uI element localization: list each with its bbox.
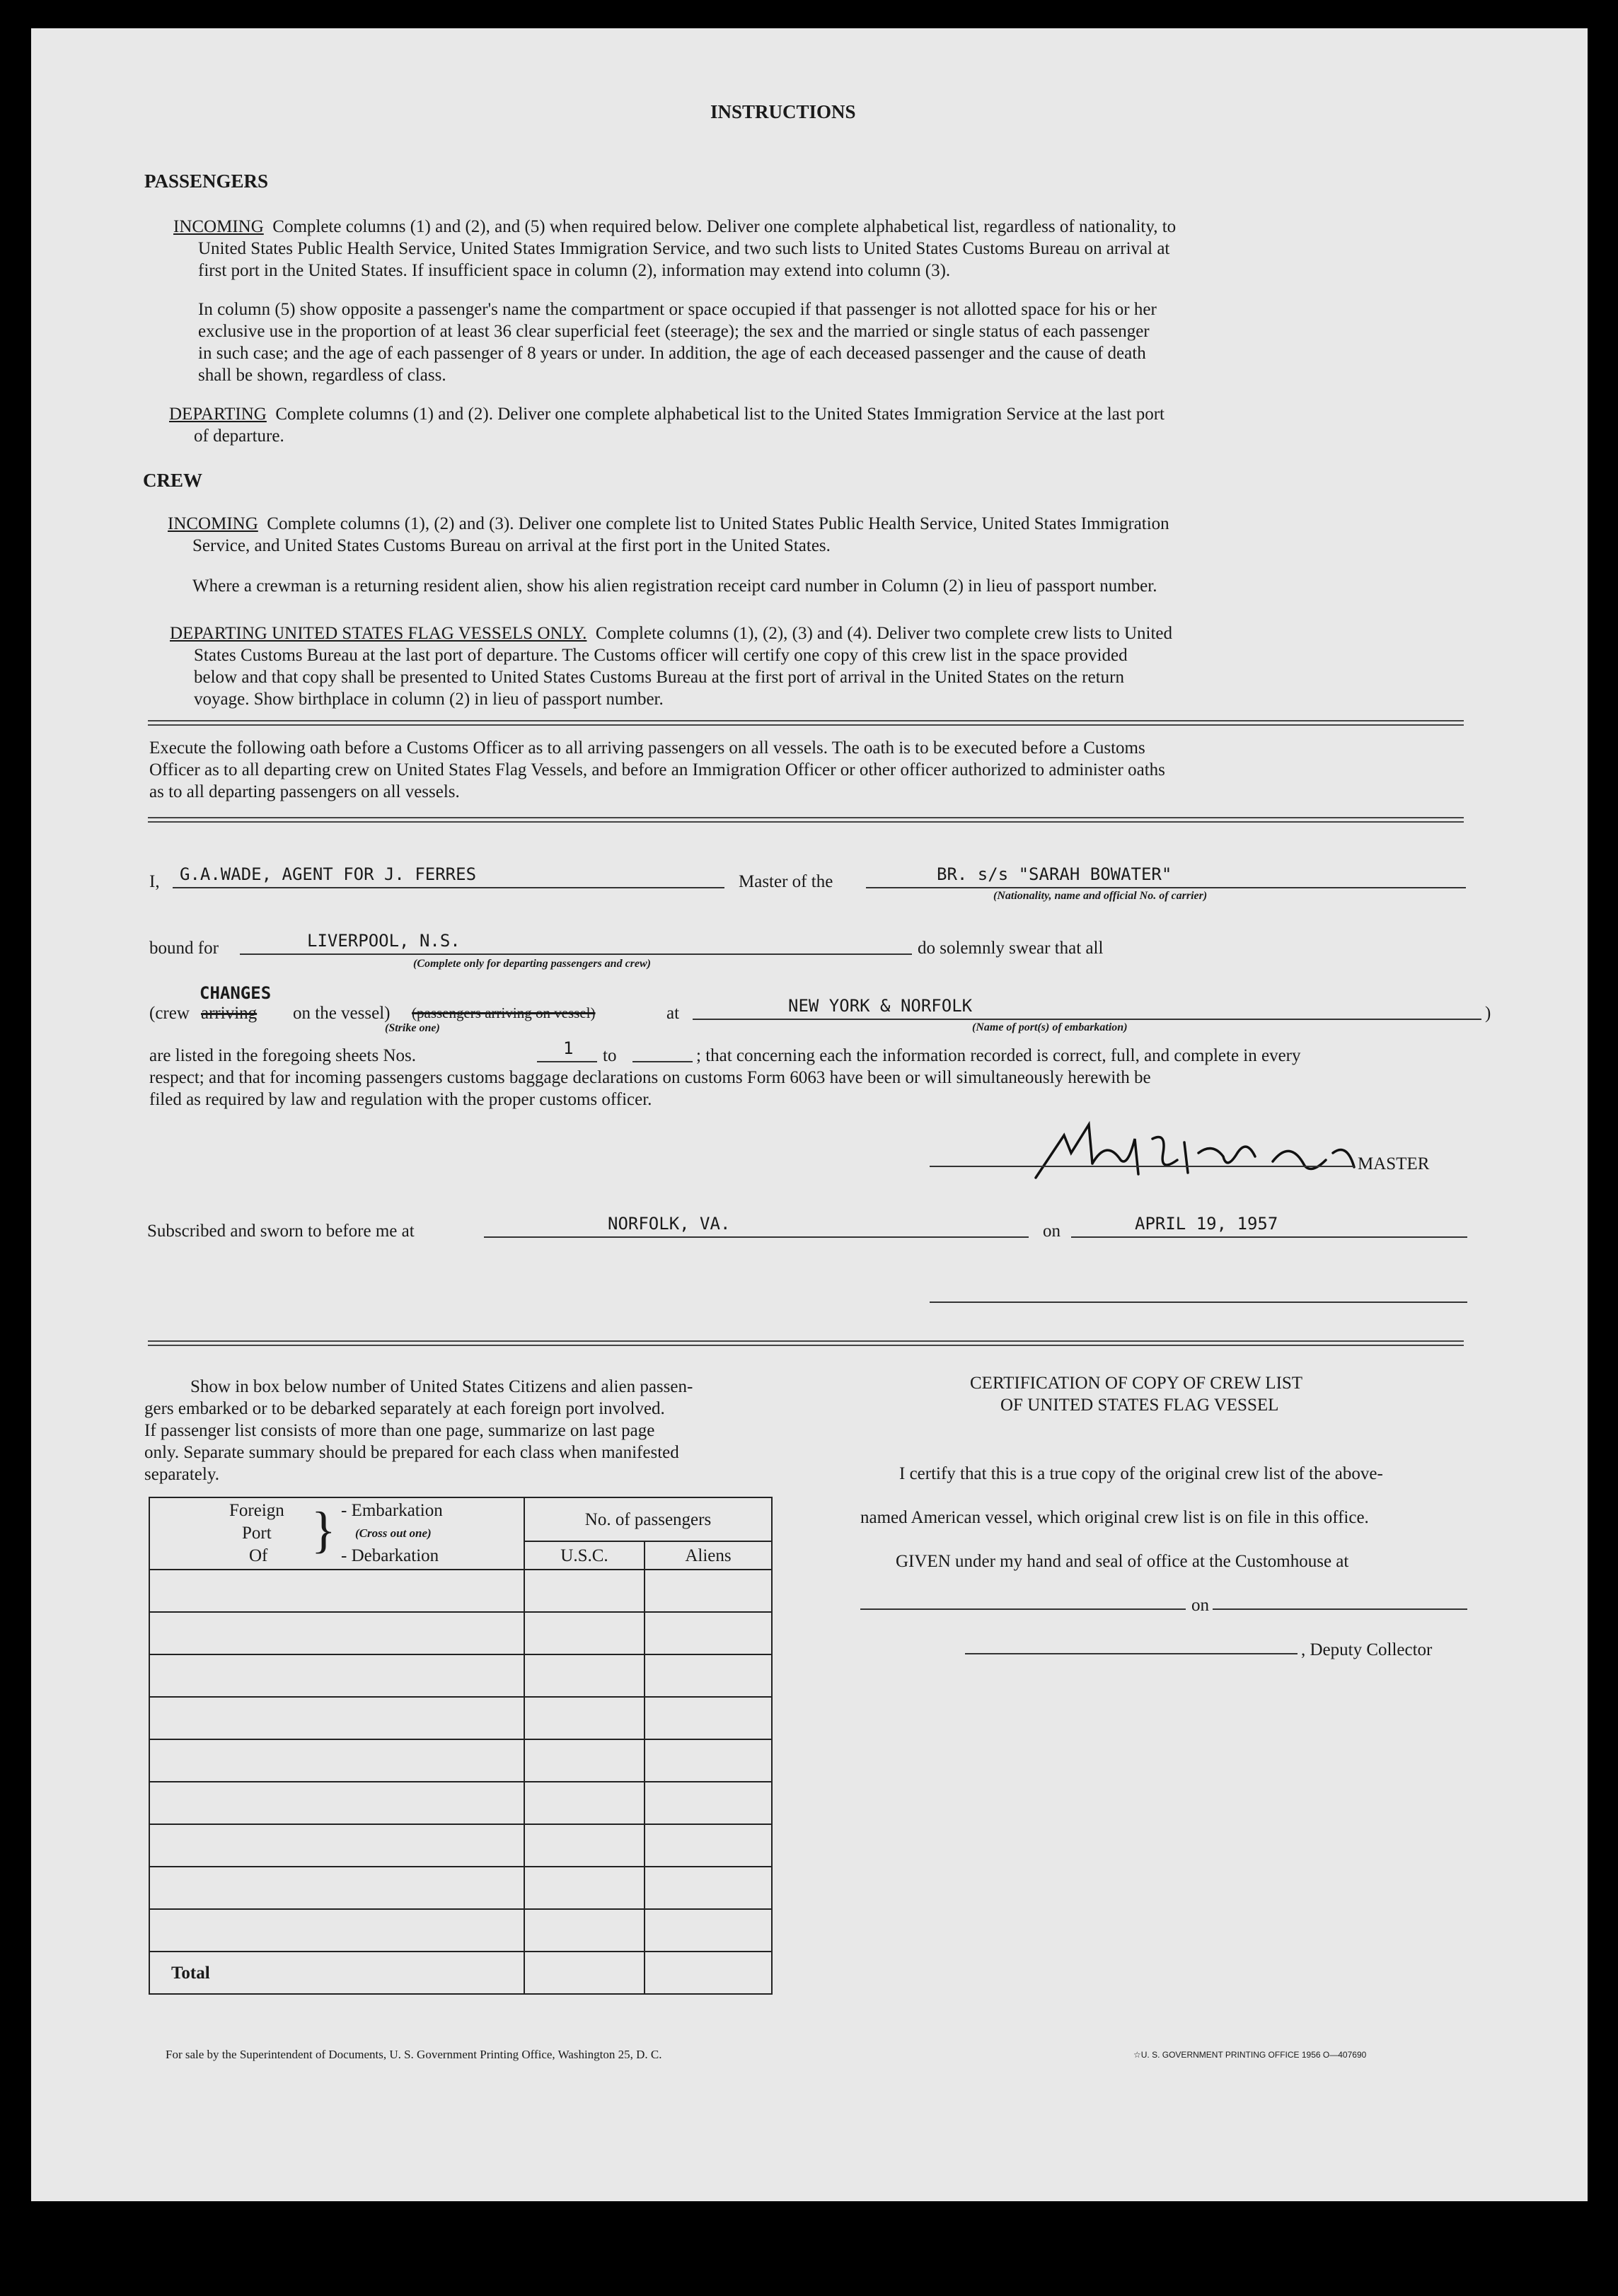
brace-icon: } [311,1502,336,1558]
close-paren: ) [1485,1004,1491,1023]
passengers-incoming-line-3: first port in the United States. If insufficient space in column (2), information may extend into column (3). [198,261,951,280]
certification-on-label: on [1191,1596,1209,1615]
crew-changes-value[interactable]: CHANGES [200,983,272,1003]
master-of-label: Master of the [739,872,833,891]
sworn-place-line [484,1236,1029,1238]
sheet-from-line [537,1061,597,1062]
sworn-officer-line [930,1301,1467,1303]
form-page [31,28,1588,2201]
certification-title-1: CERTIFICATION OF COPY OF CREW LIST [970,1374,1303,1393]
summary-table [149,1497,773,1995]
sheets-text-a: are listed in the foregoing sheets Nos. [149,1046,416,1065]
foreign-port-header: Foreign Port Of } - Embarkation (Cross out one) - Debarkation [149,1497,524,1570]
master-signature [1022,1111,1404,1188]
bound-caption: (Complete only for departing passengers and crew) [413,958,651,970]
footer-left: For sale by the Superintendent of Documents, U. S. Government Printing Office, Washington 25, D. C. [166,2048,662,2061]
column5-line-4: shall be shown, regardless of class. [198,366,446,385]
to-label: to [603,1046,617,1065]
table-row [149,1697,772,1739]
oath-instructions-line-2: Officer as to all departing crew on United States Flag Vessels, and before an Immigration Officer or other officer authorized to administer oaths [149,760,1165,779]
crew-incoming-label: INCOMING [168,514,258,533]
vessel-caption: (Nationality, name and official No. of carrier) [993,890,1208,902]
table-row [149,1782,772,1824]
sworn-on-label: on [1043,1222,1061,1241]
footer-right: ☆U. S. GOVERNMENT PRINTING OFFICE 1956 O—407690 [1133,2050,1367,2060]
divider-3 [148,1340,1464,1346]
certification-line-3: GIVEN under my hand and seal of office at the Customhouse at [896,1552,1349,1571]
summary-line-3: If passenger list consists of more than one page, summarize on last page [144,1421,655,1440]
crew-departing-label: DEPARTING UNITED STATES FLAG VESSELS ONLY. [170,624,587,643]
master-signature-line [930,1166,1354,1167]
crew-departing-line-1: DEPARTING UNITED STATES FLAG VESSELS ONLY. Complete columns (1), (2), (3) and (4). Deliver two complete crew lists to United [170,624,1172,643]
crew-incoming-line-1: INCOMING Complete columns (1), (2) and (3). Deliver one complete list to United States Public Health Service, United States Immigration [168,514,1169,533]
sheet-to-line[interactable] [632,1061,693,1062]
crew-departing-line-3: below and that copy shall be presented to United States Customs Bureau at the first port of arrival in the United States on the return [194,668,1124,687]
certification-date-line[interactable] [1213,1608,1467,1610]
passengers-incoming-line-2: United States Public Health Service, United States Immigration Service, and two such lists to United States Customs Bureau on arrival at [198,239,1170,258]
bound-for-line [240,953,912,955]
divider-1 [148,720,1464,726]
swear-text: do solemnly swear that all [918,939,1104,958]
table-row [149,1867,772,1909]
usc-header: U.S.C. [524,1541,645,1570]
sworn-label: Subscribed and sworn to before me at [147,1222,415,1241]
crew-departing-line-2: States Customs Bureau at the last port of departure. The Customs officer will certify one copy of this crew list in the space provided [194,646,1128,665]
column5-line-2: exclusive use in the proportion of at least 36 clear superficial feet (steerage); the sex and the married or single status of each passenger [198,322,1150,341]
no-passengers-header: No. of passengers [524,1497,772,1541]
total-label: Total [149,1952,524,1994]
sworn-date-line [1071,1236,1467,1238]
crew-departing-line-4: voyage. Show birthplace in column (2) in lieu of passport number. [194,690,664,709]
summary-line-2: gers embarked or to be debarked separately at each foreign port involved. [144,1399,665,1418]
master-name-value[interactable]: G.A.WADE, AGENT FOR J. FERRES [180,864,477,884]
crew-open-paren: (crew [149,1004,190,1023]
deputy-collector-line[interactable] [965,1653,1298,1654]
passengers-incoming-label: INCOMING [173,217,264,236]
column5-line-3: in such case; and the age of each passenger of 8 years or under. In addition, the age of each deceased passenger and the cause of death [198,344,1146,363]
sheet-from-value[interactable]: 1 [563,1038,574,1058]
table-row [149,1739,772,1782]
sworn-date-value[interactable]: APRIL 19, 1957 [1135,1214,1278,1234]
sworn-place-value[interactable]: NORFOLK, VA. [608,1214,731,1234]
at-label: at [666,1004,680,1023]
crew-heading: CREW [143,470,203,491]
table-row [149,1570,772,1612]
divider-2 [148,817,1464,823]
certification-line-1: I certify that this is a true copy of the original crew list of the above- [899,1464,1383,1483]
oath-instructions-line-3: as to all departing passengers on all vessels. [149,782,460,801]
filed-text: filed as required by law and regulation with the proper customs officer. [149,1090,652,1109]
master-name-line [173,887,724,888]
summary-line-5: separately. [144,1465,219,1484]
bound-for-label: bound for [149,939,219,958]
table-row [149,1654,772,1697]
oath-instructions-line-1: Execute the following oath before a Customs Officer as to all arriving passengers on all vessels. The oath is to be executed before a Customs [149,738,1145,758]
crew-resident-alien: Where a crewman is a returning resident alien, show his alien registration receipt card number in Column (2) in lieu of passport number. [192,576,1157,596]
table-row [149,1909,772,1952]
vessel-line [866,887,1466,888]
deputy-collector-label: , Deputy Collector [1301,1640,1433,1659]
certification-place-line[interactable] [860,1608,1186,1610]
respect-text: respect; and that for incoming passengers customs baggage declarations on customs Form 6063 have been or will simultaneously herewith be [149,1068,1151,1087]
passengers-departing-label: DEPARTING [169,405,267,424]
table-row [149,1612,772,1654]
aliens-header: Aliens [645,1541,772,1570]
on-vessel-text: on the vessel) [293,1004,391,1023]
table-row [149,1824,772,1867]
summary-line-1: Show in box below number of United States Citizens and alien passen- [190,1377,693,1396]
bound-for-value[interactable]: LIVERPOOL, N.S. [307,931,461,951]
table-row-total [149,1952,772,1994]
column5-line-1: In column (5) show opposite a passenger's name the compartment or space occupied if that passenger is not allotted space for his or her [198,300,1157,319]
oath-i-label: I, [149,872,160,891]
strike-caption: (Strike one) [385,1022,440,1034]
page-title: INSTRUCTIONS [710,101,856,122]
passengers-struck: (passengers arriving on vessel) [412,1004,596,1021]
master-label: MASTER [1358,1154,1430,1173]
ports-line [693,1019,1481,1020]
ports-caption: (Name of port(s) of embarkation) [972,1021,1128,1033]
crew-incoming-line-2: Service, and United States Customs Bureau on arrival at the first port in the United States. [192,536,831,555]
crew-arriving-struck: arriving [201,1004,258,1023]
certification-line-2: named American vessel, which original crew list is on file in this office. [860,1508,1369,1527]
passengers-departing-line-1: DEPARTING Complete columns (1) and (2). Deliver one complete alphabetical list to the United States Immigration Service at the last port [169,405,1165,424]
passengers-heading: PASSENGERS [144,170,269,192]
ports-value[interactable]: NEW YORK & NORFOLK [788,996,973,1016]
summary-line-4: only. Separate summary should be prepared for each class when manifested [144,1443,679,1462]
passengers-departing-line-2: of departure. [194,427,284,446]
sheets-text-b: ; that concerning each the information recorded is correct, full, and complete in every [696,1046,1301,1065]
vessel-value[interactable]: BR. s/s "SARAH BOWATER" [937,864,1172,884]
passengers-incoming-line-1: INCOMING Complete columns (1) and (2), and (5) when required below. Deliver one complete alphabetical list, regardless of nationality, to [173,217,1177,236]
certification-title-2: OF UNITED STATES FLAG VESSEL [1000,1396,1279,1415]
